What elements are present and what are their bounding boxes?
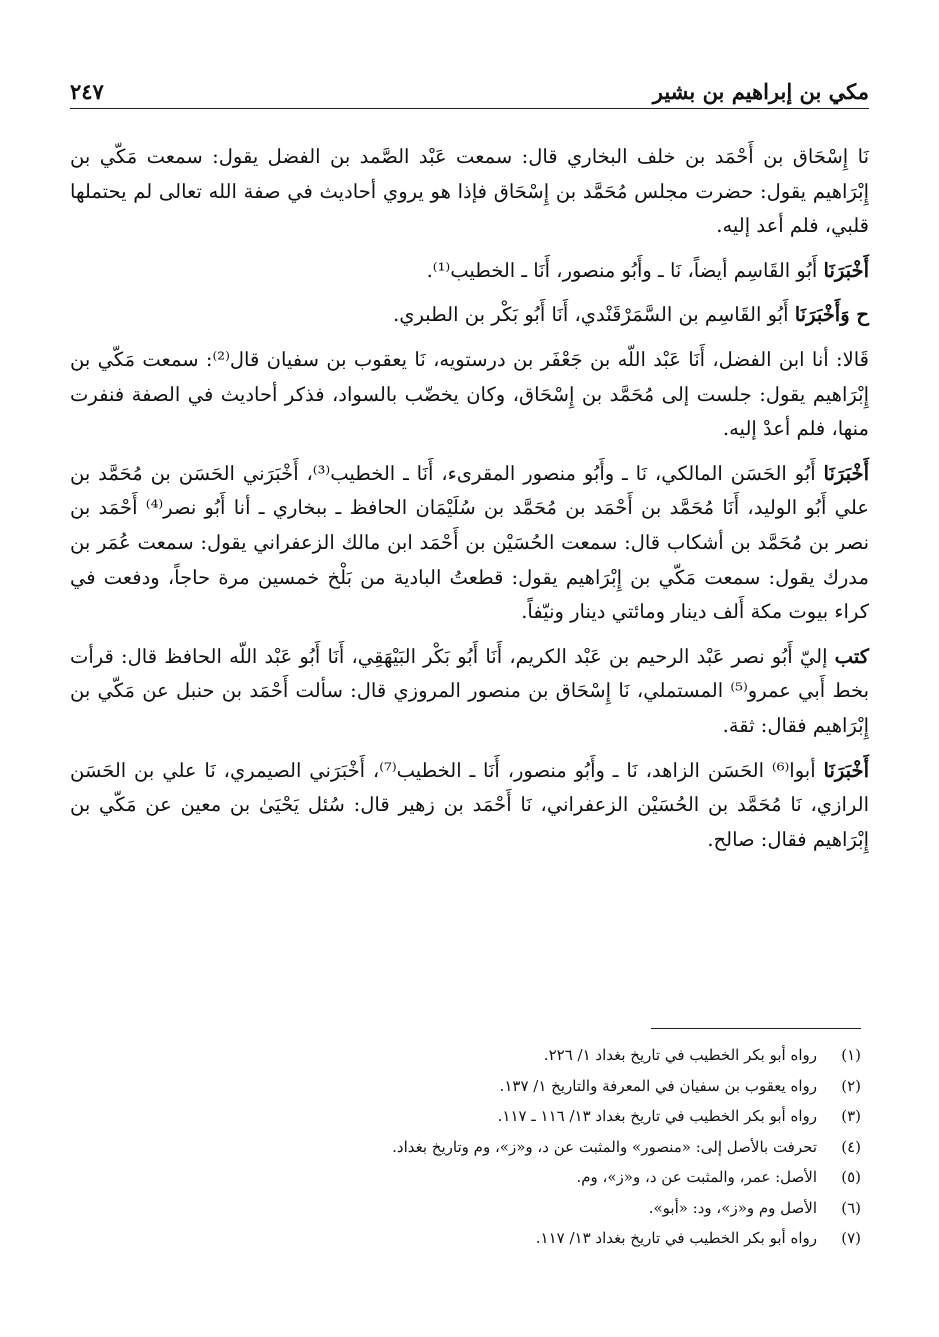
paragraph	[70, 298, 869, 333]
footnote-number: (٢)	[841, 1076, 861, 1095]
footnote-number: (١)	[841, 1046, 861, 1064]
paragraph	[70, 343, 869, 447]
footnote-divider	[651, 1028, 861, 1029]
footnote	[70, 1040, 861, 1071]
paragraph	[70, 140, 869, 244]
footnote-text: رواه أبو بكر الخطيب في تاريخ بغداد ١٣/ ١١٧.	[535, 1229, 817, 1247]
running-title: مكي بن إبراهيم بن بشير	[652, 79, 869, 104]
paragraph-lead: أَخْبَرَنَا	[823, 461, 869, 485]
paragraph-lead: كتب	[834, 644, 869, 668]
footnote	[70, 1071, 861, 1102]
paragraph	[70, 254, 869, 289]
footnotes	[70, 1040, 861, 1254]
page-header	[70, 64, 869, 109]
footnote-number: (٧)	[841, 1229, 861, 1247]
paragraph-text: أَبُو القَاسِم أيضاً، نَا ـ وأَبُو منصور، أَنَا ـ الخطيب⁽¹⁾.	[426, 258, 824, 282]
paragraph-lead: ح وَأَخْبَرَنَا	[794, 303, 869, 327]
footnote-text: الأصل: عمر، والمثبت عن د، و«ز»، وم.	[576, 1168, 817, 1186]
paragraph-text: قَالا: أنا ابن الفضل، أَنَا عَبْد اللّه بن جَعْفَر بن درستويه، نَا يعقوب بن سفيان قال⁽²⁾: سمعت مَكّي بن إِبْرَاهيم يقول: جلست إلى مُحَمَّد بن إِسْحَاق، وكان يخضّب بالسواد، فذكر أحاديث في الصفة فنفرت منها، فلم أعدْ إليه.	[70, 347, 869, 441]
footnote-text: رواه أبو بكر الخطيب في تاريخ بغداد ١/ ٢٢٦.	[543, 1046, 817, 1064]
page-number: ٢٤٧	[70, 79, 104, 104]
footnote	[70, 1223, 861, 1254]
paragraph-lead: أَخْبَرَنَا	[823, 258, 869, 282]
paragraph	[70, 640, 869, 744]
footnote-number: (٥)	[841, 1168, 861, 1186]
paragraph-text: أبوا⁽⁶⁾ الحَسَن الزاهد، نَا ـ وأَبُو منصور، أَنَا ـ الخطيب⁽⁷⁾، أَخْبَرَني الصيمري، نَا علي بن الحَسَن الرازي، نَا مُحَمَّد بن الحُسَيْن الزعفراني، نَا أَحْمَد بن زهير قال: سُئل يَحْيَىٰ بن معين عن مَكّي بن إِبْرَاهيم فقال: صالح.	[70, 758, 869, 851]
paragraph-text: أَبُو الحَسَن المالكي، نَا ـ وأَبُو منصور المقرىء، أَنَا ـ الخطيب⁽³⁾، أَخْبَرَني الحَسَن بن مُحَمَّد بن علي أَبُو الوليد، أَنَا مُحَمَّد بن أَحْمَد بن مُحَمَّد بن سُلَيْمَان الحافظ ـ ببخاري ـ أنا أَبُو نصر⁽⁴⁾ أَحْمَد بن نصر بن مُحَمَّد بن أشكاب قال: سمعت الحُسَيْن بن أَحْمَد ابن مالك الزعفراني يقول: سمعت عُمَر بن مدرك يقول: سمعت مَكّي بن إِبْرَاهيم يقول: قطعتُ البادية من بَلْخ خمسين مرة حاجاً، ودفعت في كراء بيوت مكة أَلف دينار ومائتي دينار ونيّفاً.	[70, 461, 869, 624]
footnote-text: رواه يعقوب بن سفيان في المعرفة والتاريخ ١/ ١٣٧.	[499, 1076, 817, 1095]
footnote-number: (٦)	[841, 1198, 861, 1217]
paragraph-text: إليّ أَبُو نصر عَبْد الرحيم بن عَبْد الكريم، أَنَا أَبُو بَكْر البَيْهَقِي، أَنَا أَبُو عَبْد اللّه الحافظ قال: قرأت بخط أَبي عمرو⁽⁵⁾ المستملي، نَا إِسْحَاق بن منصور المروزي قال: سألت أَحْمَد بن حنبل عن مَكّي بن إِبْرَاهيم فقال: ثقة.	[70, 644, 869, 737]
footnote-text: تحرفت بالأصل إلى: «منصور» والمثبت عن د، و«ز»، وم وتاريخ بغداد.	[392, 1137, 817, 1156]
footnote-text: الأصل وم و«ز»، ود: «أبو».	[648, 1198, 817, 1217]
footnote	[70, 1132, 861, 1163]
paragraph	[70, 457, 869, 630]
paragraph-text: أَبُو القَاسِم بن السَّمَرْقَنْدي، أَنَا أَبُو بَكْر بن الطبري.	[393, 303, 795, 327]
footnote-text: رواه أبو بكر الخطيب في تاريخ بغداد ١٣/ ١١٦ ـ ١١٧.	[497, 1107, 817, 1125]
footnote	[70, 1193, 861, 1224]
footnote-number: (٣)	[841, 1107, 861, 1125]
footnote-number: (٤)	[841, 1137, 861, 1156]
footnote	[70, 1162, 861, 1193]
footnote	[70, 1101, 861, 1132]
paragraph-text: نَا إِسْحَاق بن أَحْمَد بن خلف البخاري قال: سمعت عَبْد الصَّمد بن الفضل يقول: سمعت مَكّي بن إِبْرَاهيم يقول: حضرت مجلس مُحَمَّد بن إِسْحَاق فإذا هو يروي أحاديث في صفة الله تعالى لم يحتملها قلبي، فلم أعد إليه.	[70, 145, 869, 238]
main-text	[70, 140, 869, 867]
paragraph-lead: أَخْبَرَنَا	[823, 758, 869, 782]
paragraph	[70, 754, 869, 858]
